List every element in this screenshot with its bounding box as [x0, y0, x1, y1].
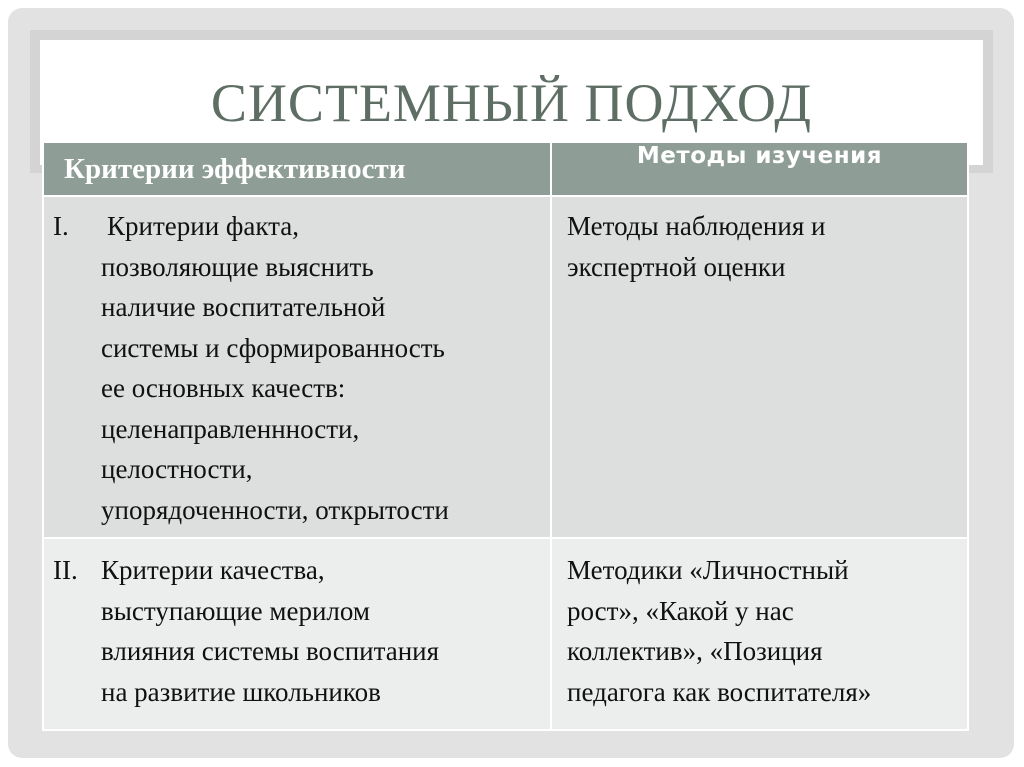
methods-line: экспертной оценки [567, 251, 786, 282]
header-methods: Методы изучения [551, 142, 968, 196]
criteria-line: наличие воспитательной [101, 292, 386, 322]
criteria-line: Критерии факта, [107, 211, 299, 241]
methods-line: педагога как воспитателя» [567, 676, 872, 707]
criteria-line: выступающие мерилом [101, 595, 370, 626]
methods-line: коллектив», «Позиция [567, 636, 823, 666]
methods-line: Методы наблюдения и [567, 211, 826, 241]
criteria-line: системы и сформированность [101, 332, 445, 363]
methods-cell [551, 538, 968, 730]
criteria-line: целостности, [101, 454, 253, 484]
slide-title: СИСТЕМНЫЙ ПОДХОД [210, 73, 813, 133]
criteria-cell [43, 538, 551, 730]
criteria-line: целенаправленнности, [101, 413, 360, 444]
row-number: I. [53, 211, 69, 241]
methods-cell [551, 196, 968, 538]
criteria-cell [43, 196, 551, 538]
table-row [43, 196, 968, 538]
criteria-table [42, 141, 969, 731]
criteria-line: позволяющие выяснить [101, 251, 374, 282]
criteria-line: на развитие школьников [101, 676, 381, 707]
methods-line: Методики «Личностный [567, 555, 849, 585]
header-criteria: Критерии эффективности [43, 142, 551, 196]
criteria-line: ее основных качеств: [101, 373, 346, 403]
table-row [43, 538, 968, 730]
criteria-line: влияния системы воспитания [101, 636, 440, 666]
methods-line: рост», «Какой у нас [567, 595, 794, 626]
criteria-line: упорядоченности, открытости [101, 494, 449, 525]
row-number: II. [53, 555, 78, 585]
table-header-row [43, 142, 968, 196]
criteria-line: Критерии качества, [101, 555, 325, 585]
